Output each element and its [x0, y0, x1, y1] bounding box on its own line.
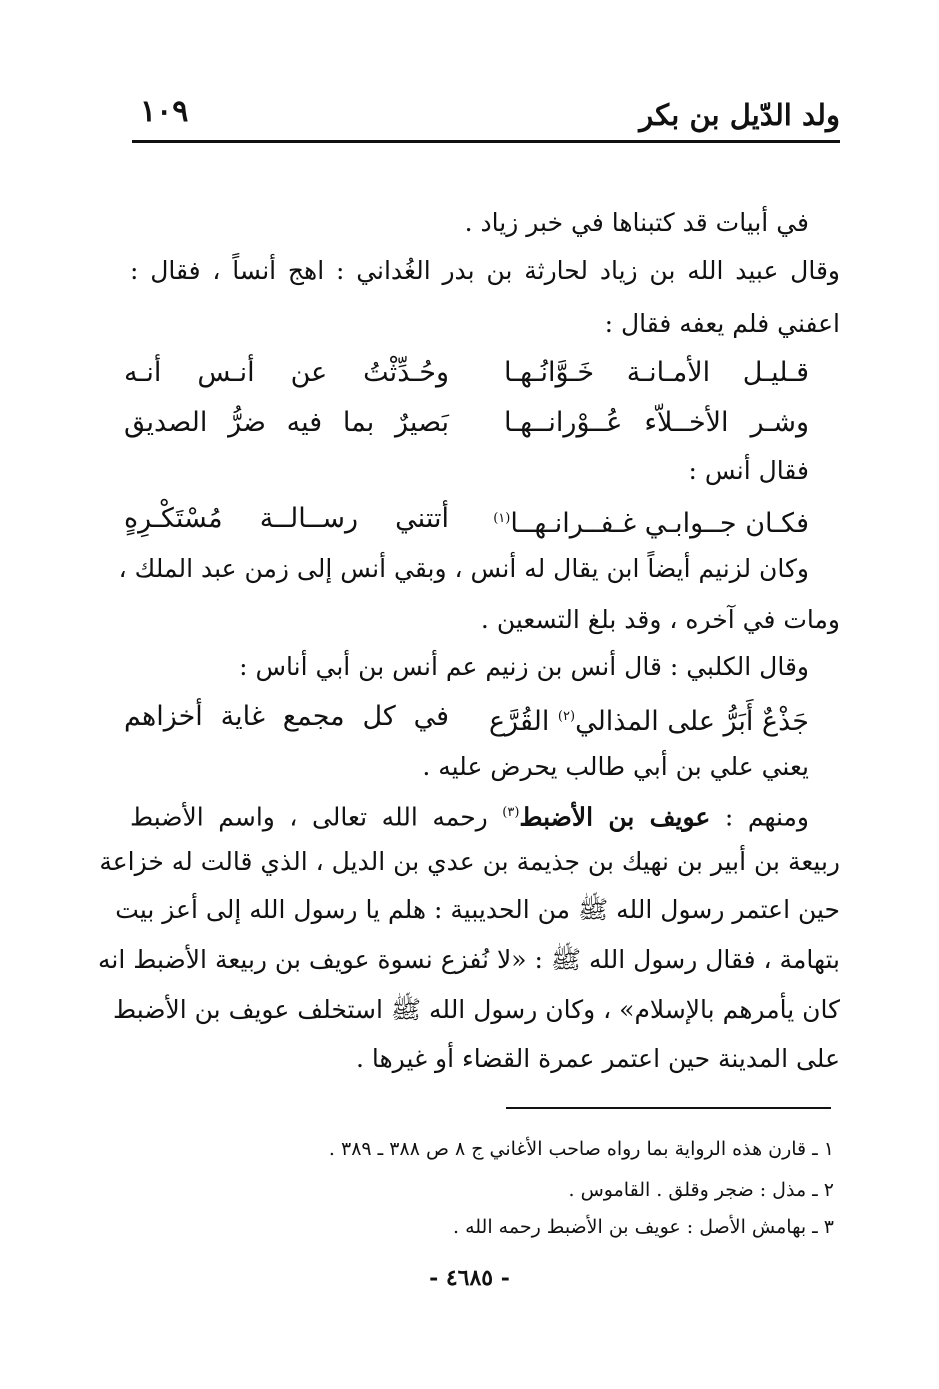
ali-line: يعني علي بن أبي طالب يحرض عليه . [422, 752, 809, 781]
body-line-2: وقال عبيد الله بن زياد لحارثة بن بدر الغُداني : اهج أنساً ، فقال : [130, 256, 840, 285]
paragraph-3-line-5: كان يأمرهم بالإسلام» ، وكان رسول الله ﷺ استخلف عويف بن الأضبط [112, 995, 840, 1024]
body-line-1: في أبيات قد كتبناها في خبر زياد . [464, 208, 809, 237]
footnote-ref-1: (١) [493, 511, 511, 526]
paragraph-3-line-1-pre: ومنهم : [710, 802, 809, 832]
paragraph-3-line-1 [130, 796, 809, 830]
paragraph-3-line-2: ربيعة بن أبير بن نهيك بن جذيمة بن عدي بن الديل ، الذي قالت له خزاعة [99, 847, 840, 876]
paragraph-3-line-6: على المدينة حين اعتمر عمرة القضاء أو غيرها . [355, 1044, 840, 1073]
footnote-3: ٣ ـ بهامش الأصل : عويف بن الأضبط رحمه الله . [452, 1216, 834, 1238]
anas-said-line: فقال أنس : [688, 456, 809, 485]
header-page-number: ١٠٩ [140, 94, 189, 129]
verse-1-line-1-first-hemistich: وحُـدِّثْتُ عن أنـس أنـه [124, 357, 449, 388]
verse-3-first-hemistich: في كل مجمع غاية أخزاهم [124, 701, 449, 732]
running-header [132, 94, 840, 143]
paragraph-3-line-3: حين اعتمر رسول الله ﷺ من الحديبية : هلم يا رسول الله إلى أعز بيت [115, 895, 840, 924]
verse-3-second-hemistich [488, 699, 809, 740]
verse-2-second-hemistich [493, 501, 809, 542]
running-header-title: ولد الدّيل بن بكر [639, 98, 840, 132]
verse-3-second-text-b: القُرَّع [488, 706, 558, 737]
footnote-1: ١ ـ قارن هذه الرواية بما رواه صاحب الأغاني ج ٨ ص ٣٨٨ ـ ٣٨٩ . [328, 1138, 834, 1160]
bottom-page-number: - ٤٦٨٥ - [429, 1265, 510, 1291]
kalbi-line: وقال الكلبي : قال أنس بن زنيم عم أنس بن أبي أناس : [239, 652, 809, 681]
paragraph-3-line-4: بتهامة ، فقال رسول الله ﷺ : «لا نُفزع نسوة عويف بن ربيعة الأضبط انه [98, 945, 840, 974]
body-line-3: اعفني فلم يعفه فقال : [604, 309, 840, 338]
footnote-ref-3: (٣) [502, 805, 520, 820]
verse-1-line-2-second-hemistich: وشـر الأخــلاّء عُــوْرانــهـا [504, 407, 809, 438]
paragraph-2-line-2: ومات في آخره ، وقد بلغ التسعين . [480, 605, 840, 634]
paragraph-3-line-1-post: رحمه الله تعالى ، واسم الأضبط [130, 802, 503, 832]
paragraph-2-line-1: وكان لزنيم أيضاً ابن يقال له أنس ، وبقي أنس إلى زمن عبد الملك ، [118, 554, 809, 583]
verse-1-line-2-first-hemistich: بَصيرٌ بما فيه ضرُّ الصديق [124, 407, 449, 438]
person-name-uwaif: عويف بن الأضبط [519, 802, 711, 832]
verse-2-first-hemistich: أتتني رســالــة مُسْتَكْـرِهٍ [124, 503, 449, 534]
footnote-2: ٢ ـ مذل : ضجر وقلق . القاموس . [568, 1179, 834, 1201]
verse-1-line-1-second-hemistich: قـليـل الأمـانـة خَـوَّانُـهـا [504, 357, 809, 388]
footnote-ref-2: (٢) [557, 709, 576, 724]
verse-3-second-text-a: جَذْعٌ أَبَرُّ على المذالي [575, 706, 809, 737]
verse-2-second-text: فكـان جــوابـي غـفــرانـهــا [510, 508, 809, 539]
footnote-separator [506, 1107, 831, 1109]
